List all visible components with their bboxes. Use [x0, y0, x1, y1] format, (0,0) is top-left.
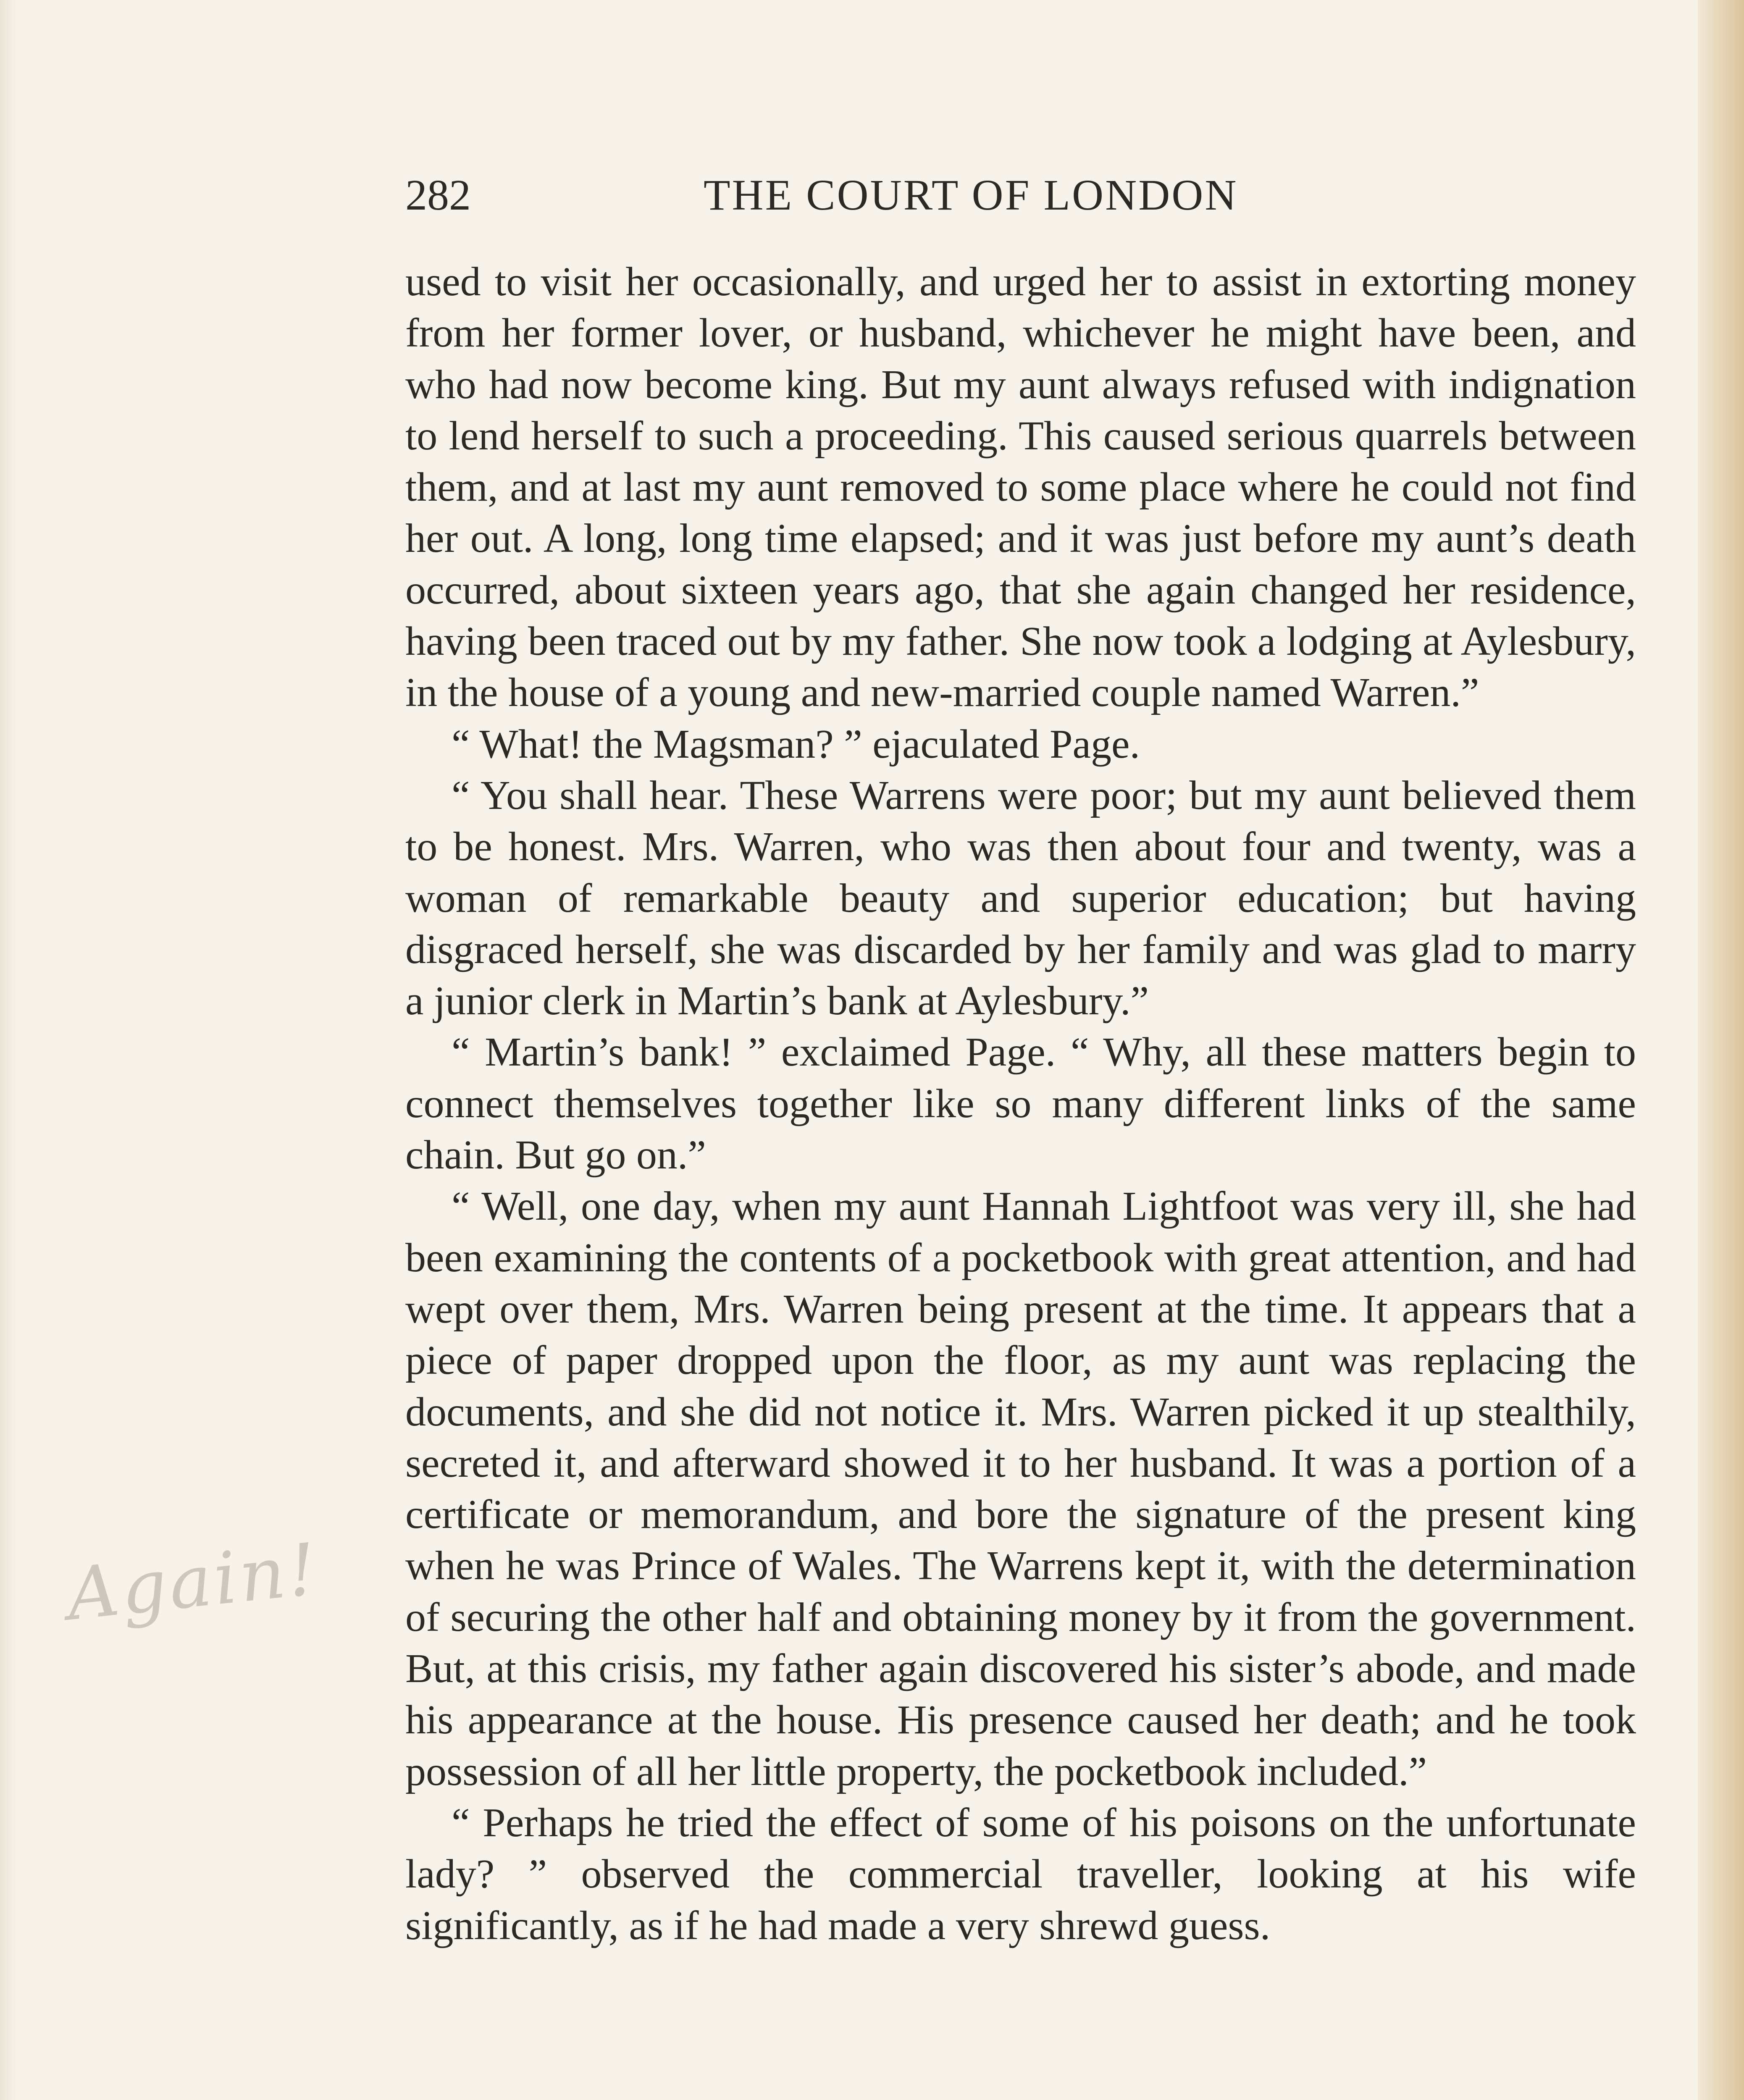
paragraph-3: “ You shall hear. These Warrens were poor; but my aunt believed them to be honest. Mrs. Warren, who was then about four and twenty, was a woman of remarkable beauty and superior education; but having disgraced herself, she was discarded by her family and was glad to marry a junior clerk in Martin’s bank at Aylesbury.”: [405, 772, 1636, 1024]
running-title: THE COURT OF LONDON: [704, 171, 1238, 219]
paragraph-4: “ Martin’s bank! ” exclaimed Page. “ Why, all these matters begin to connect themselves together like so many different links of the same chain. But go on.”: [405, 1029, 1636, 1178]
paragraph-2: “ What! the Magsman? ” ejaculated Page.: [452, 721, 1140, 767]
body-text: [405, 256, 1636, 1951]
page-number: 282: [405, 171, 471, 219]
page-gutter-shadow: [0, 0, 17, 2100]
page-edge: [1698, 0, 1744, 2100]
page-header: [401, 166, 1628, 225]
handwritten-margin-note: Again!: [63, 1528, 323, 1637]
paragraph-1: used to visit her occasionally, and urged her to assist in extorting money from her former lover, or husband, whichever he might have been, and who had now become king. But my aunt always refused with indignation to lend herself to such a proceeding. This caused serious quarrels between them, and at last my aunt removed to some place where he could not find her out. A long, long time elapsed; and it was just before my aunt’s death occurred, about sixteen years ago, that she again changed her residence, having been traced out by my father. She now took a lodging at Aylesbury, in the house of a young and new-married couple named Warren.”: [405, 259, 1636, 716]
paragraph-5: “ Well, one day, when my aunt Hannah Lightfoot was very ill, she had been examining the contents of a pocketbook with great attention, and had wept over them, Mrs. Warren being present at the time. It appears that a piece of paper dropped upon the floor, as my aunt was replacing the documents, and she did not notice it. Mrs. Warren picked it up stealthily, secreted it, and afterward showed it to her husband. It was a portion of a certificate or memorandum, and bore the signature of the present king when he was Prince of Wales. The Warrens kept it, with the determination of securing the other half and obtaining money by it from the government. But, at this crisis, my father again discovered his sister’s abode, and made his appearance at the house. His presence caused her death; and he took possession of all her little property, the pocketbook included.”: [405, 1184, 1636, 1794]
paragraph-6: “ Perhaps he tried the effect of some of his poisons on the unfortunate lady? ” observed the commercial traveller, looking at his wife significantly, as if he had made a very shrewd guess.: [405, 1800, 1636, 1948]
